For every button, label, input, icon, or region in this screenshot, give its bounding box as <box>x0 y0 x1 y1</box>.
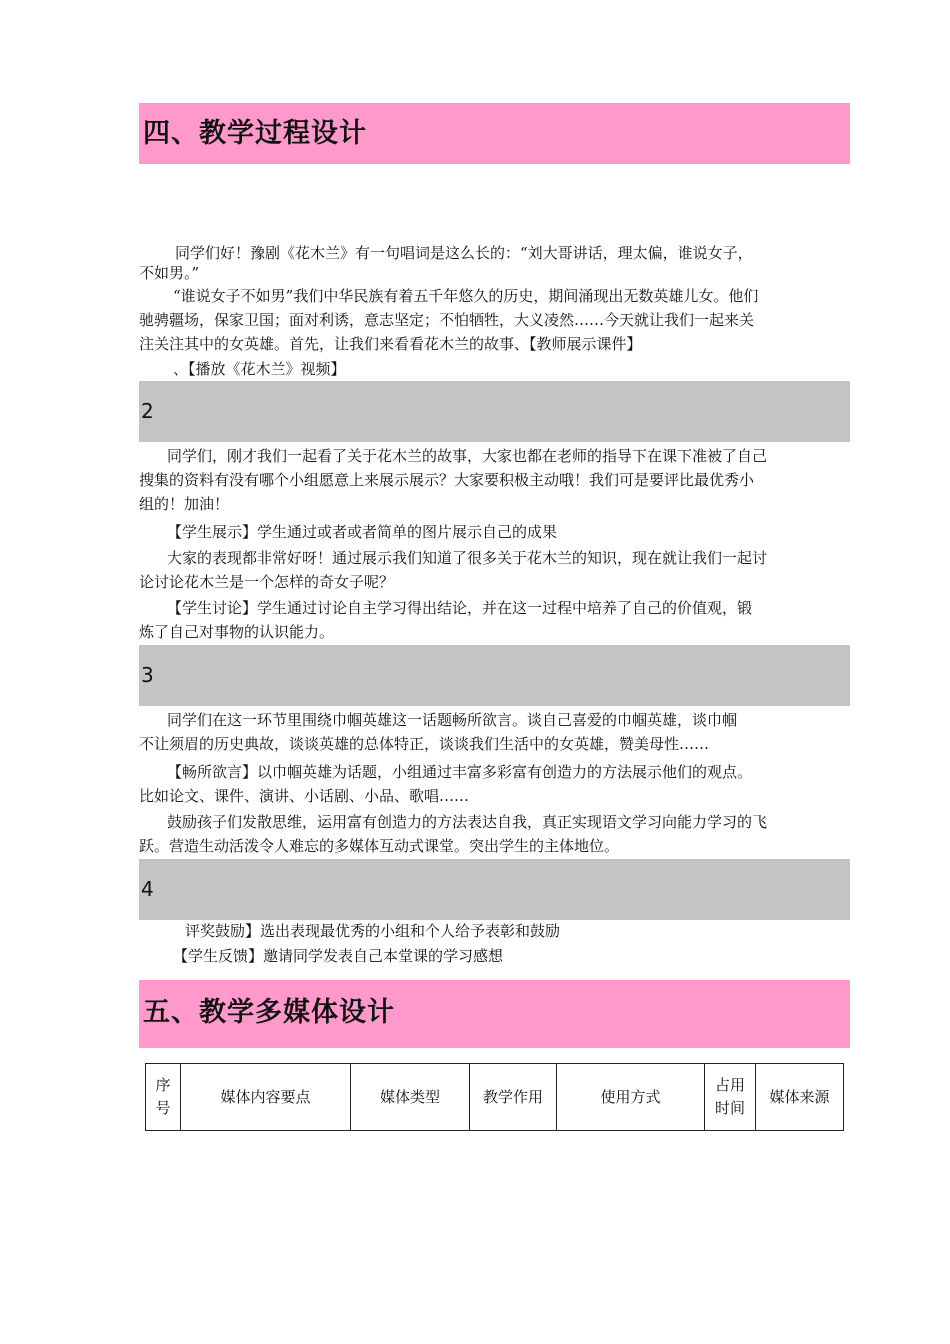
intro-paragraph-3 <box>139 357 855 381</box>
header-line: 占用 <box>714 1076 745 1094</box>
table-header-row <box>146 1064 844 1131</box>
step4-paragraph-1 <box>139 919 855 943</box>
text-line: 炼了自己对事物的认识能力。 <box>139 623 335 641</box>
text-line: 跃。营造生动活泼令人难忘的多媒体互动式课堂。突出学生的主体地位。 <box>139 837 620 855</box>
step3-paragraph-3 <box>139 810 855 858</box>
step3-paragraph-2 <box>139 760 855 808</box>
step2-paragraph-1 <box>139 444 855 516</box>
text-line: 驰骋疆场，保家卫国；面对利诱，意志坚定；不怕牺牲，大义凌然……今天就让我们一起来关 <box>139 311 755 329</box>
text-line: 【畅所欲言】以巾帼英雄为话题，小组通过丰富多彩富有创造力的方法展示他们的观点。 <box>167 763 753 781</box>
text-line: 同学们好！豫剧《花木兰》有一句唱词是这么长的：“刘大哥讲话，理太偏，谁说女子， <box>175 244 753 262</box>
text-line: 评奖鼓励】选出表现最优秀的小组和个人给予表彰和鼓励 <box>185 922 561 940</box>
header-line: 号 <box>155 1099 171 1117</box>
text-line: 、【播放《花木兰》视频】 <box>173 360 346 378</box>
section5-title: 五、教学多媒体设计 <box>143 997 395 1028</box>
step2-number: 2 <box>141 399 154 423</box>
text-line: 同学们在这一环节里围绕巾帼英雄这一话题畅所欲言。谈自己喜爱的巾帼英雄，谈巾帼 <box>167 711 738 729</box>
step2-band <box>139 381 850 442</box>
step3-paragraph-1 <box>139 708 855 756</box>
step2-paragraph-2 <box>139 520 855 544</box>
text-line: 搜集的资料有没有哪个小组愿意上来展示展示？大家要积极主动哦！我们可是要评比最优秀小 <box>139 471 755 489</box>
header-line: 时间 <box>714 1099 745 1117</box>
section4-title: 四、教学过程设计 <box>143 118 367 149</box>
header-line: 教学作用 <box>482 1087 543 1106</box>
text-line: 比如论文、课件、演讲、小话剧、小品、歌唱…… <box>139 787 470 805</box>
text-line: 【学生反馈】邀请同学发表自己本堂课的学习感想 <box>173 947 504 965</box>
step2-paragraph-3 <box>139 546 855 594</box>
text-line: 组的！加油！ <box>139 495 230 513</box>
section4-heading-band <box>139 103 850 164</box>
step3-band <box>139 645 850 706</box>
header-cell-time <box>705 1064 756 1131</box>
text-line: 【学生讨论】学生通过讨论自主学习得出结论，并在这一过程中培养了自己的价值观，锻 <box>167 599 753 617</box>
header-line: 媒体内容要点 <box>220 1087 311 1106</box>
text-line: 论讨论花木兰是一个怎样的奇女子呢？ <box>139 573 395 591</box>
text-line: 【学生展示】学生通过或者或者简单的图片展示自己的成果 <box>167 523 558 541</box>
text-line: 不让须眉的历史典故，谈谈英雄的总体特正，谈谈我们生活中的女英雄，赞美母性…… <box>139 735 710 753</box>
header-cell-usage <box>557 1064 705 1131</box>
header-line: 媒体类型 <box>379 1087 440 1106</box>
header-cell-type <box>351 1064 470 1131</box>
step2-paragraph-4 <box>139 596 855 644</box>
section5-heading-band <box>139 980 850 1048</box>
text-line: 同学们，刚才我们一起看了关于花木兰的故事，大家也都在老师的指导下在课下准被了自己 <box>167 447 768 465</box>
step3-number: 3 <box>141 663 154 687</box>
media-design-table <box>145 1063 844 1131</box>
header-cell-role <box>470 1064 557 1131</box>
step4-number: 4 <box>141 877 154 901</box>
header-cell-index <box>146 1064 181 1131</box>
header-cell-content <box>181 1064 351 1131</box>
text-line: 大家的表现都非常好呀！通过展示我们知道了很多关于花木兰的知识，现在就让我们一起讨 <box>167 549 768 567</box>
step4-band <box>139 859 850 920</box>
text-line: 注关注其中的女英雄。首先，让我们来看看花木兰的故事、【教师展示课件】 <box>139 335 642 353</box>
header-line: 使用方式 <box>600 1087 661 1106</box>
header-line: 媒体来源 <box>769 1087 830 1106</box>
intro-paragraph-1 <box>139 241 855 285</box>
step4-paragraph-2 <box>139 944 855 968</box>
text-line: 不如男。” <box>139 264 200 282</box>
intro-paragraph-2 <box>139 284 855 356</box>
text-line: “谁说女子不如男”我们中华民族有着五千年悠久的历史，期间涌现出无数英雄儿女。他们 <box>173 287 759 305</box>
header-line: 序 <box>155 1076 171 1094</box>
text-line: 鼓励孩子们发散思维，运用富有创造力的方法表达自我，真正实现语文学习向能力学习的飞 <box>167 813 768 831</box>
header-cell-source <box>756 1064 844 1131</box>
